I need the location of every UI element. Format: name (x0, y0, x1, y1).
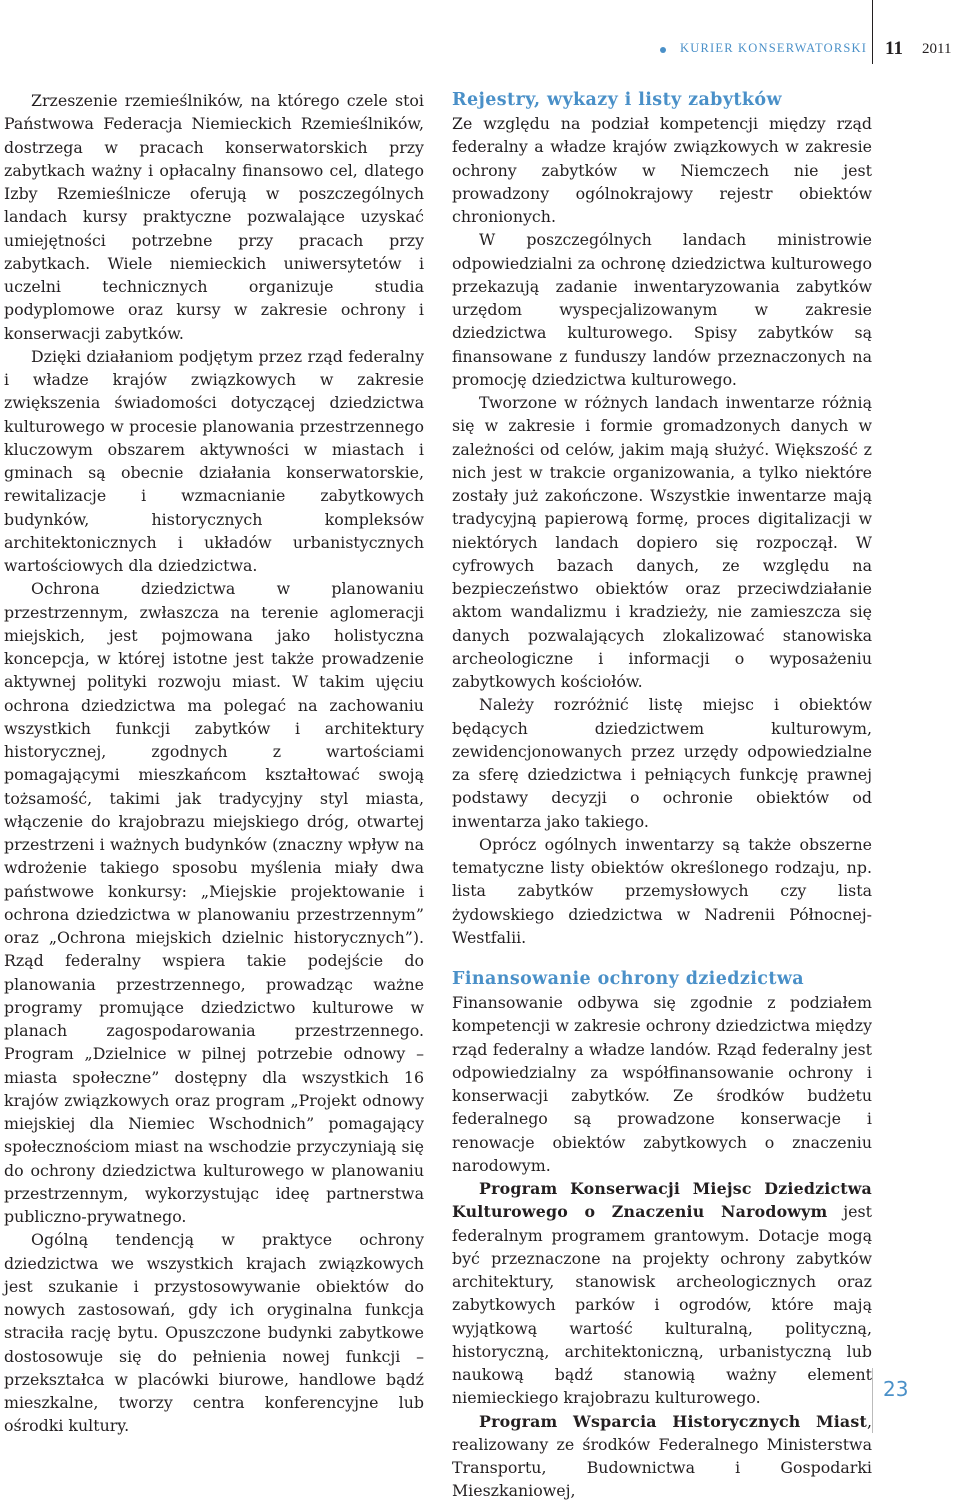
program-name-heritage: Program Konserwacji Miejsc Dziedzictwa Kulturowego o Znaczeniu Narodowym (452, 1179, 872, 1222)
issue-number: 11 (885, 38, 903, 59)
section-heading-financing: Finansowanie ochrony dziedzictwa (452, 969, 805, 989)
footer-divider (872, 1368, 873, 1433)
program-description-heritage: jest federalnym programem grantowym. Dotacje mogą być przeznaczone na projekty ochrony zabytków architektury, stanowisk archeologicznych oraz zabytkowych parków i ogrodów, które mają wyjątkową wartość kulturalną, polityczną, historyczną, architektoniczną, urbanistyczną lub naukową bądź stanowią ważny element niemieckiego krajobrazu kulturowego. (452, 1202, 872, 1408)
program-description-cities: , realizowany ze środków Federalnego Ministerstwa Transportu, Budownictwa i Gospodarki Mieszkaniowej, (452, 1411, 872, 1501)
right-paragraph-8 (452, 1410, 872, 1503)
right-paragraph-1: Ze względu na podział kompetencji między rząd federalny a władze krajów związkowych w zakresie ochrony zabytków w Niemczech nie jest prowadzony ogólnokrajowy rejestr obiektów chronionych. (452, 114, 872, 226)
running-header (660, 40, 960, 64)
left-paragraph-1: Zrzeszenie rzemieślników, na którego czele stoi Państwowa Federacja Niemieckich Rzemieślników, dostrzega w pracach konserwatorskich przy zabytkach ważny i opłacalny finansowo cel, dlatego Izby Rzemieślnicze oferują w poszczególnych landach kursy praktyczne pozwalające uzyskać umiejętności potrzebne przy pracach przy zabytkach. Wiele niemieckich uniwersytetów i uczelni technicznych organizuje studia podyplomowe oraz kursy w zakresie ochrony i konserwacji zabytków. (4, 91, 424, 343)
program-name-cities: Program Wsparcia Historycznych Miast (479, 1411, 867, 1431)
bullet-dot-icon (660, 47, 666, 53)
right-paragraph-6: Finansowanie odbywa się zgodnie z podziałem kompetencji w zakresie ochrony dziedzictwa między rząd federalny a władze landów. Rząd federalny jest odpowiedzialny za współfinansowanie ochrony i konserwacji zabytków. Ze środków budżetu federalnego są prowadzone konserwacje i renowacje obiektów zabytkowych o znaczeniu narodowym. (452, 993, 872, 1175)
right-paragraph-2: W poszczególnych landach ministrowie odpowiedzialni za ochronę dziedzictwa kulturowego przekazują zadanie inwentaryzowania zabytków urzędom wyspecjalizowanym w zakresie dziedzictwa kulturowego. Spisy zabytków są finansowane z funduszy landów przeznaczonych na promocję dziedzictwa kulturowego. (452, 230, 872, 389)
right-paragraph-7 (452, 1177, 872, 1410)
right-column (452, 89, 872, 1503)
left-paragraph-2: Dzięki działaniom podjętym przez rząd federalny i władze krajów związkowych w zakresie zwiększenia świadomości dotyczącej dziedzictwa kulturowego w procesie planowania przestrzennego kluczowym obszarem aktywności w miastach i gminach są obecnie działania konserwatorskie, rewitalizacje i wzmacnianie zabytkowych budynków, historycznych kompleksów architektonicznych i układów urbanistycznych wartościowych dla dziedzictwa. (4, 346, 424, 575)
page-number: 23 (883, 1377, 909, 1401)
publication-title: KURIER KONSERWATORSKI (680, 41, 868, 55)
right-paragraph-4: Należy rozróżnić listę miejsc i obiektów będących dziedzictwem kulturowym, zewidencjonowanych przez urzędy odpowiedzialne za sferę dziedzictwa i pełniących funkcję prawnej podstawy decyzji o ochronie obiektów od inwentarza jako takiego. (452, 695, 872, 831)
section-heading-registers: Rejestry, wykazy i listy zabytków (452, 90, 782, 110)
issue-year: 2011 (922, 41, 952, 57)
left-paragraph-3: Ochrona dziedzictwa w planowaniu przestrzennym, zwłaszcza na terenie aglomeracji miejskich, jest pojmowana jako holistyczna koncepcja, w której istotne jest także prowadzenie aktywnej polityki rozwoju miast. W takim ujęciu ochrona dziedzictwa ma polegać na zachowaniu wszystkich funkcji zabytków i architektury historycznej, zgodnych z wartościami pomagającymi mieszkańcom kształtować swoją tożsamość, takimi jak tradycyjny styl miasta, włączenie do krajobrazu miejskiego dróg, otwartej przestrzeni i ważnych budynków (znaczny wpływ na wdrożenie takiego sposobu myślenia miały dwa państwowe konkursy: „Miejskie projektowanie i ochrona dziedzictwa w planowaniu przestrzennym” oraz „Ochrona miejskich dzielnic historycznych”). Rząd federalny wspiera takie podejście do planowania przestrzennego, prowadząc ważne programy promujące dziedzictwo kulturowe w planach zagospodarowania przestrzennego. Program „Dzielnice w pilnej potrzebie odnowy – miasta społeczne” dostępny dla wszystkich 16 krajów związkowych oraz program „Projekt odnowy miejskiej dla Niemiec Wschodnich” pomagający społecznościom miast na wschodzie przyczyniają się do ochrony dziedzictwa kulturowego w planowaniu przestrzennym, wykorzystując ideę partnerstwa publiczno-prywatnego. (4, 579, 424, 1226)
right-paragraph-5: Oprócz ogólnych inwentarzy są także obszerne tematyczne listy obiektów określonego rodzaju, np. lista zabytków przemysłowych czy lista żydowskiego dziedzictwa w Nadrenii Północnej-Westfalii. (452, 834, 872, 947)
left-paragraph-4: Ogólną tendencją w praktyce ochrony dziedzictwa we wszystkich krajach związkowych jest szukanie i przystosowywanie obiektów do nowych zastosowań, gdy ich oryginalna funkcja straciła rację bytu. Opuszczone budynki zabytkowe dostosowuje się do pełnienia nowej funkcji – przekształca w placówki biurowe, handlowe bądź mieszkalne, tworzy centra konferencyjne lub ośrodki kultury. (4, 1230, 424, 1436)
header-divider (872, 0, 873, 64)
left-column (4, 89, 424, 1438)
right-paragraph-3: Tworzone w różnych landach inwentarze różnią się w zakresie i formie gromadzonych danych w zależności od celów, jakim mają służyć. Większość z nich jest w trakcie organizowania, a tylko niektóre zostały już zakończone. Wszystkie inwentarze mają tradycyjną papierową formę, proces digitalizacji w niektórych landach dopiero się rozpoczął. W cyfrowych bazach danych, ze względu na bezpieczeństwo obiektów oraz przeciwdziałanie aktom wandalizmu i kradzieży, nie zamieszcza się danych pozwalających zlokalizować stanowiska archeologiczne i informacji o wyposażeniu zabytkowych kościołów. (452, 393, 872, 691)
